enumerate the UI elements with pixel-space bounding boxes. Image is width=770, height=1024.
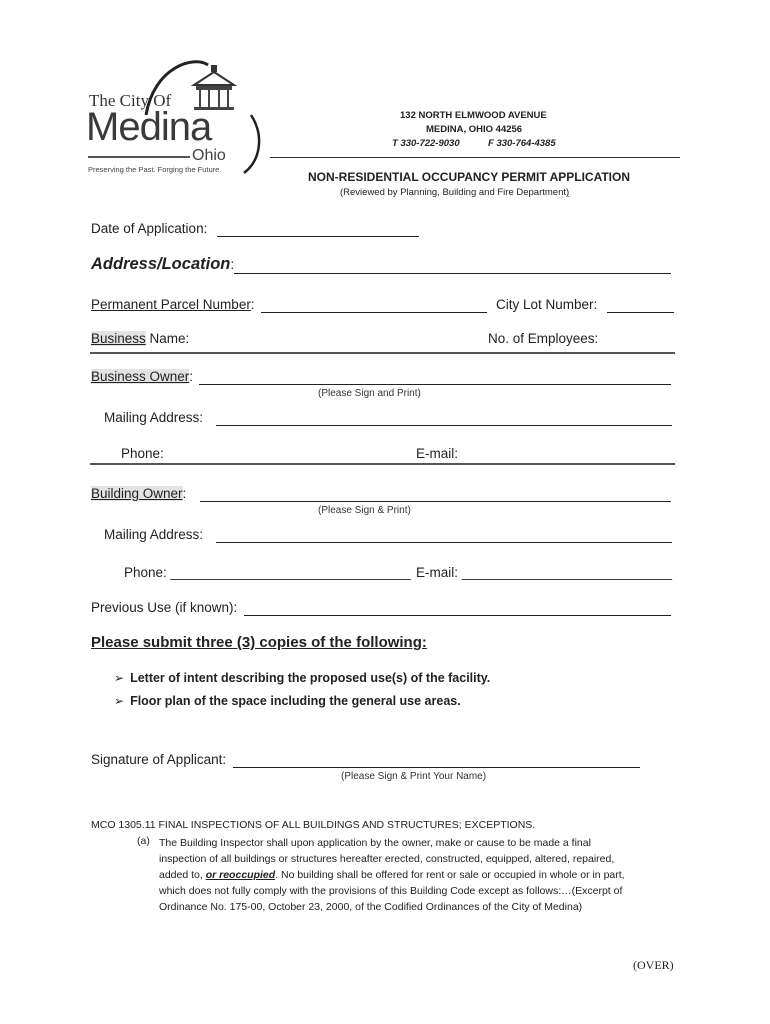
signature-field[interactable] [233, 767, 640, 768]
ordinance-text [159, 835, 625, 915]
city-lot-label: City Lot Number: [496, 297, 598, 312]
address-label: Address/Location [91, 255, 231, 273]
address-field[interactable] [234, 273, 671, 274]
arrow-bullet-icon: ➢ [114, 694, 125, 708]
signature-label: Signature of Applicant: [91, 752, 227, 767]
date-field[interactable] [217, 236, 419, 237]
parcel-field[interactable] [261, 312, 487, 313]
section-rule-1 [90, 352, 675, 354]
business-owner-label: Business Owner [91, 369, 190, 384]
email-field-2[interactable]: E-mail: ____________________________ [416, 565, 672, 580]
city-logo [86, 55, 266, 180]
header-phone: T 330-722-9030 [392, 138, 460, 149]
logo-tagline: Preserving the Past. Forging the Future. [88, 165, 222, 174]
header-city: MEDINA, OHIO 44256 [426, 124, 523, 135]
form-subtitle [340, 187, 569, 198]
logo-line-3: Ohio [192, 147, 226, 164]
parcel-label-row [91, 297, 255, 312]
ordinance-line: inspection of all buildings or structures hereafter erected, constructed, equipped, altered, repaired, [159, 853, 615, 865]
address-label-row [91, 255, 234, 274]
mailing-address-field-1[interactable] [216, 425, 672, 426]
business-name-rest: Name: [145, 331, 190, 346]
phone-label-1: Phone: [121, 446, 164, 461]
city-lot-field[interactable] [607, 312, 674, 313]
business-word: Business [91, 331, 146, 346]
section-rule-2 [90, 463, 675, 465]
ordinance-line: The Building Inspector shall upon application by the owner, make or cause to be made a final [159, 837, 591, 849]
mailing-address-field-2[interactable] [216, 542, 672, 543]
date-label: Date of Application: [91, 221, 208, 236]
building-owner-field[interactable] [200, 501, 671, 502]
ordinance-line3-start: added to, [159, 869, 206, 881]
ordinance-line: which does not fully comply with the provisions of this Building Code except as follows:…(Excerpt of [159, 885, 623, 897]
business-owner-label-row [91, 369, 193, 384]
logo-line-2: Medina [86, 105, 212, 149]
parcel-label: Permanent Parcel Number [91, 297, 251, 312]
building-owner-label-row [91, 486, 186, 501]
ordinance-line: Ordinance No. 175-00, October 23, 2000, of the Codified Ordinances of the City of Medina) [159, 901, 583, 913]
business-owner-colon: : [189, 369, 194, 384]
address-colon: : [230, 256, 235, 272]
mailing-address-label-1: Mailing Address: [104, 410, 204, 425]
submit-item-text: Floor plan of the space including the general use areas. [130, 694, 461, 708]
arrow-bullet-icon: ➢ [114, 671, 125, 685]
mailing-address-label-2: Mailing Address: [104, 527, 204, 542]
header-fax: F 330-764-4385 [488, 138, 556, 149]
ordinance-emphasis: or reoccupied [205, 869, 276, 881]
building-owner-label: Building Owner [91, 486, 183, 501]
ordinance-marker: (a) [137, 835, 150, 847]
submit-item-text: Letter of intent describing the proposed use(s) of the facility. [130, 671, 491, 685]
submit-heading: Please submit three (3) copies of the following: [91, 634, 427, 651]
logo-line-1: The City Of [89, 91, 172, 110]
ordinance-heading: MCO 1305.11 FINAL INSPECTIONS OF ALL BUILDINGS AND STRUCTURES; EXCEPTIONS. [91, 819, 536, 831]
submit-item [114, 692, 461, 710]
previous-use-field[interactable] [244, 615, 671, 616]
previous-use-label: Previous Use (if known): [91, 600, 238, 615]
signature-note: (Please Sign & Print Your Name) [341, 771, 487, 782]
header-rule [270, 157, 680, 158]
employees-label: No. of Employees: [488, 331, 599, 346]
email-label-1: E-mail: [416, 446, 459, 461]
form-subtitle-end: ) [566, 187, 570, 198]
ordinance-line3-end: . No building shall be offered for rent or sale or occupied in whole or in part, [275, 869, 625, 881]
building-owner-colon: : [182, 486, 187, 501]
form-subtitle-text: (Reviewed by Planning, Building and Fire Department [340, 187, 567, 198]
ordinance-line [159, 867, 625, 883]
phone-field-2[interactable]: Phone: ________________________________ [124, 565, 411, 580]
business-owner-note: (Please Sign and Print) [318, 388, 421, 399]
over-label: (OVER) [633, 958, 674, 972]
submit-item [114, 669, 490, 687]
business-owner-field[interactable] [199, 384, 671, 385]
parcel-colon: : [250, 297, 255, 312]
logo-underline [88, 156, 190, 158]
form-title: NON-RESIDENTIAL OCCUPANCY PERMIT APPLICATION [308, 170, 631, 184]
business-name-label [91, 331, 189, 346]
header-address: 132 NORTH ELMWOOD AVENUE [400, 110, 547, 121]
building-owner-note: (Please Sign & Print) [318, 505, 411, 516]
